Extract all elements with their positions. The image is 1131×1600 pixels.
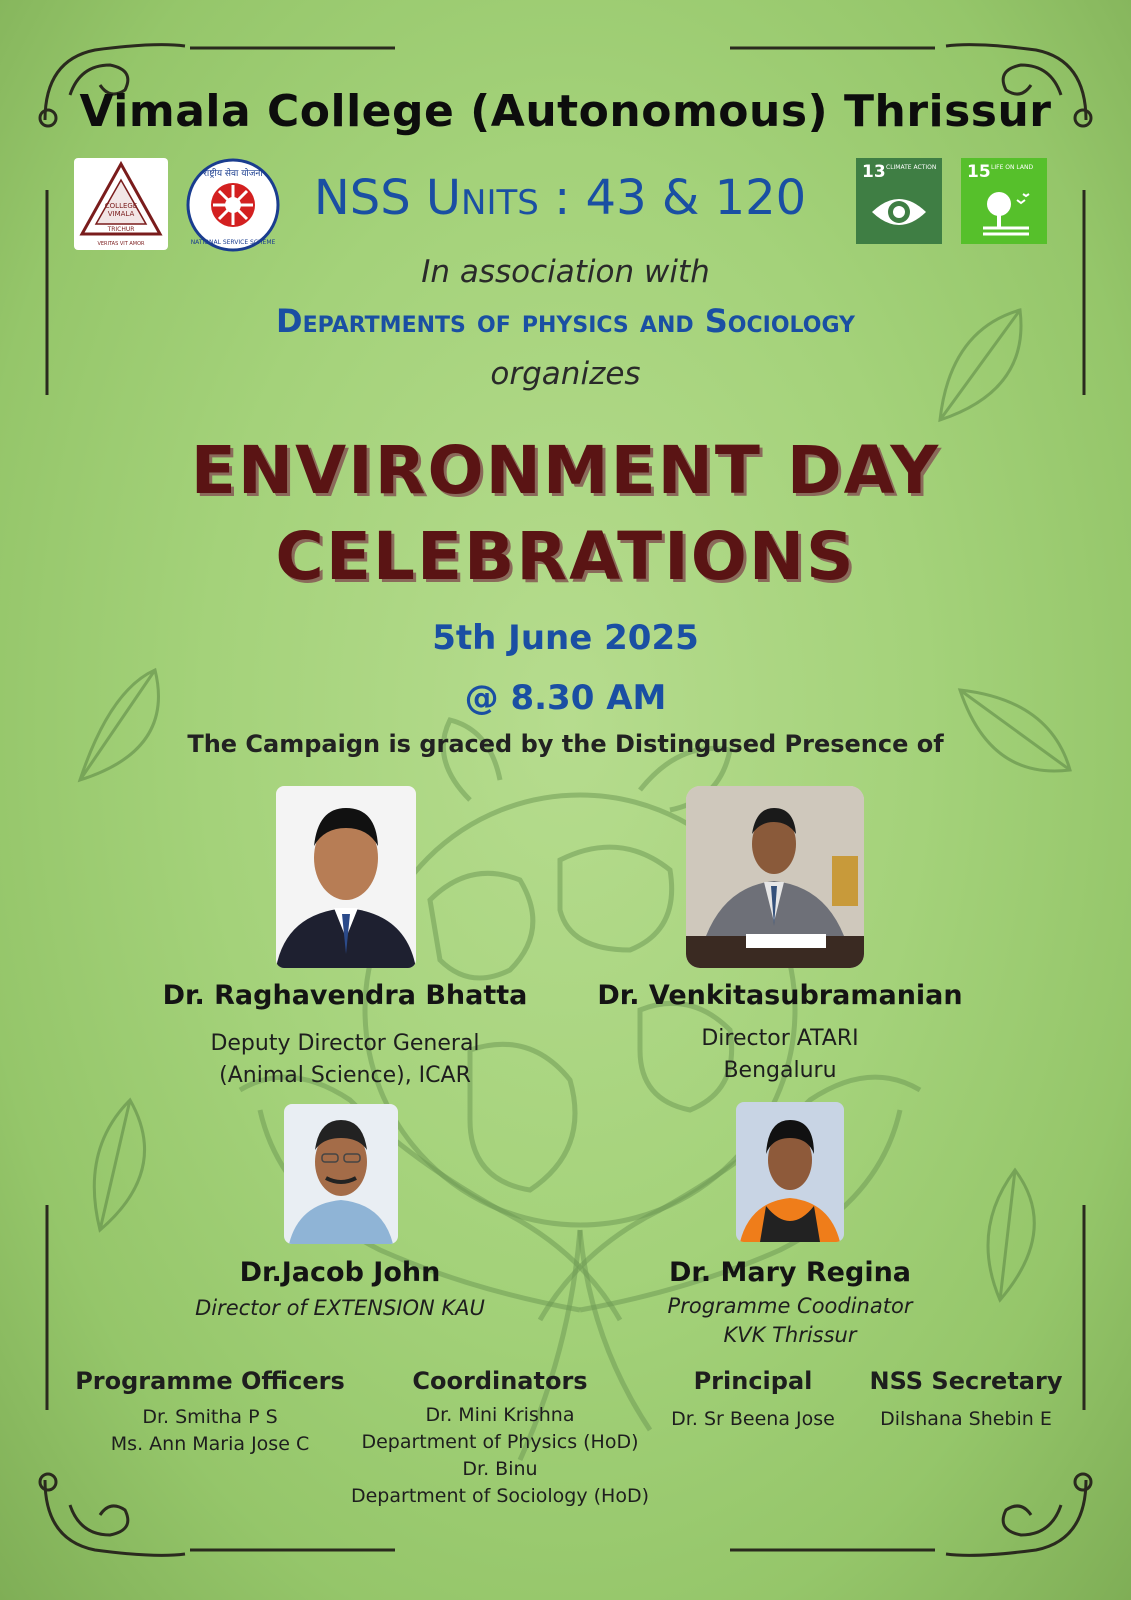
sdg-15-badge [961,158,1047,244]
college-logo-text-1: VIMALA [107,210,135,218]
sdg-15-number: 15 [967,162,991,182]
tree-icon [979,188,1035,238]
guest-designation-3-line1: Director of EXTENSION KAU [195,1296,485,1320]
guest-photo-raghavendra [276,786,416,968]
sdg-15-label: LIFE ON LAND [991,164,1034,171]
guest-designation-1-line2: (Animal Science), ICAR [219,1063,471,1088]
guest-designation-4-line2: KVK Thrissur [723,1323,857,1347]
guest-designation-4-line1: Programme Coodinator [667,1294,913,1318]
guest-designation-2 [590,1023,970,1087]
coordinator-2: Dr. Binu [462,1458,538,1480]
guest-designation-1 [150,1028,540,1092]
event-time: @ 8.30 AM [464,678,667,718]
nss-logo [186,158,280,252]
guest-designation-3 [140,1294,540,1323]
nss-logo-text-hindi: राष्ट्रीय सेवा योजना [203,169,263,179]
coordinator-1: Dr. Mini Krishna [425,1404,575,1426]
sdg-13-badge [856,158,942,244]
principal-heading: Principal [693,1367,813,1395]
event-title-line2: CELEBRATIONS [275,518,856,595]
event-title-line1: ENVIRONMENT DAY [190,432,941,509]
event-date: 5th June 2025 [432,618,699,658]
college-title: Vimala College (Autonomous) Thrissur [79,86,1052,137]
nss-logo-text-english: NATIONAL SERVICE SCHEME [190,239,276,246]
guest-name-2: Dr. Venkitasubramanian [597,980,963,1011]
coordinator-1-dept: Department of Physics (HoD) [361,1431,639,1453]
programme-officers-heading: Programme Officers [75,1367,345,1395]
nss-secretary-heading: NSS Secretary [869,1367,1063,1395]
college-logo-text-2: COLLEGE [104,202,138,210]
nss-secretary-name [866,1406,1066,1433]
organizes-text: organizes [490,356,641,392]
principal-line-1: Dr. Sr Beena Jose [671,1408,835,1430]
guest-name-3: Dr.Jacob John [239,1257,441,1288]
nss-units-heading: NSS Units : 43 & 120 [313,170,807,226]
guest-designation-4 [590,1292,990,1350]
guest-designation-2-line2: Bengaluru [723,1058,837,1083]
guest-photo-jacob [284,1104,398,1244]
guest-name-1: Dr. Raghavendra Bhatta [162,980,528,1011]
sdg-13-number: 13 [862,162,886,182]
campaign-text: The Campaign is graced by the Distingused Presence of [187,730,944,758]
departments-text: Departments of physics and Sociology [276,302,855,340]
sdg-13-label: CLIMATE ACTION [886,164,937,171]
guest-name-4: Dr. Mary Regina [668,1257,912,1288]
guest-designation-1-line1: Deputy Director General [210,1031,480,1056]
college-logo-text-3: TRICHUR [107,226,135,233]
association-text: In association with [421,254,710,290]
guest-photo-venkitasubramanian [686,786,864,968]
eye-globe-icon [870,192,928,232]
programme-officers-list [60,1404,360,1458]
guest-photo-mary [736,1102,844,1242]
principal-name [660,1406,846,1433]
college-logo [74,158,168,250]
coordinators-heading: Coordinators [412,1367,588,1395]
coordinator-2-dept: Department of Sociology (HoD) [350,1485,650,1507]
coordinators-list [340,1402,660,1510]
programme-officer-2: Ms. Ann Maria Jose C [110,1433,310,1455]
guest-designation-2-line1: Director ATARI [701,1026,859,1051]
college-logo-text-4: VERITAS VIT AMOR [97,241,145,247]
programme-officer-1: Dr. Smitha P S [142,1406,278,1428]
nss-secretary-line-1: Dilshana Shebin E [880,1408,1052,1430]
